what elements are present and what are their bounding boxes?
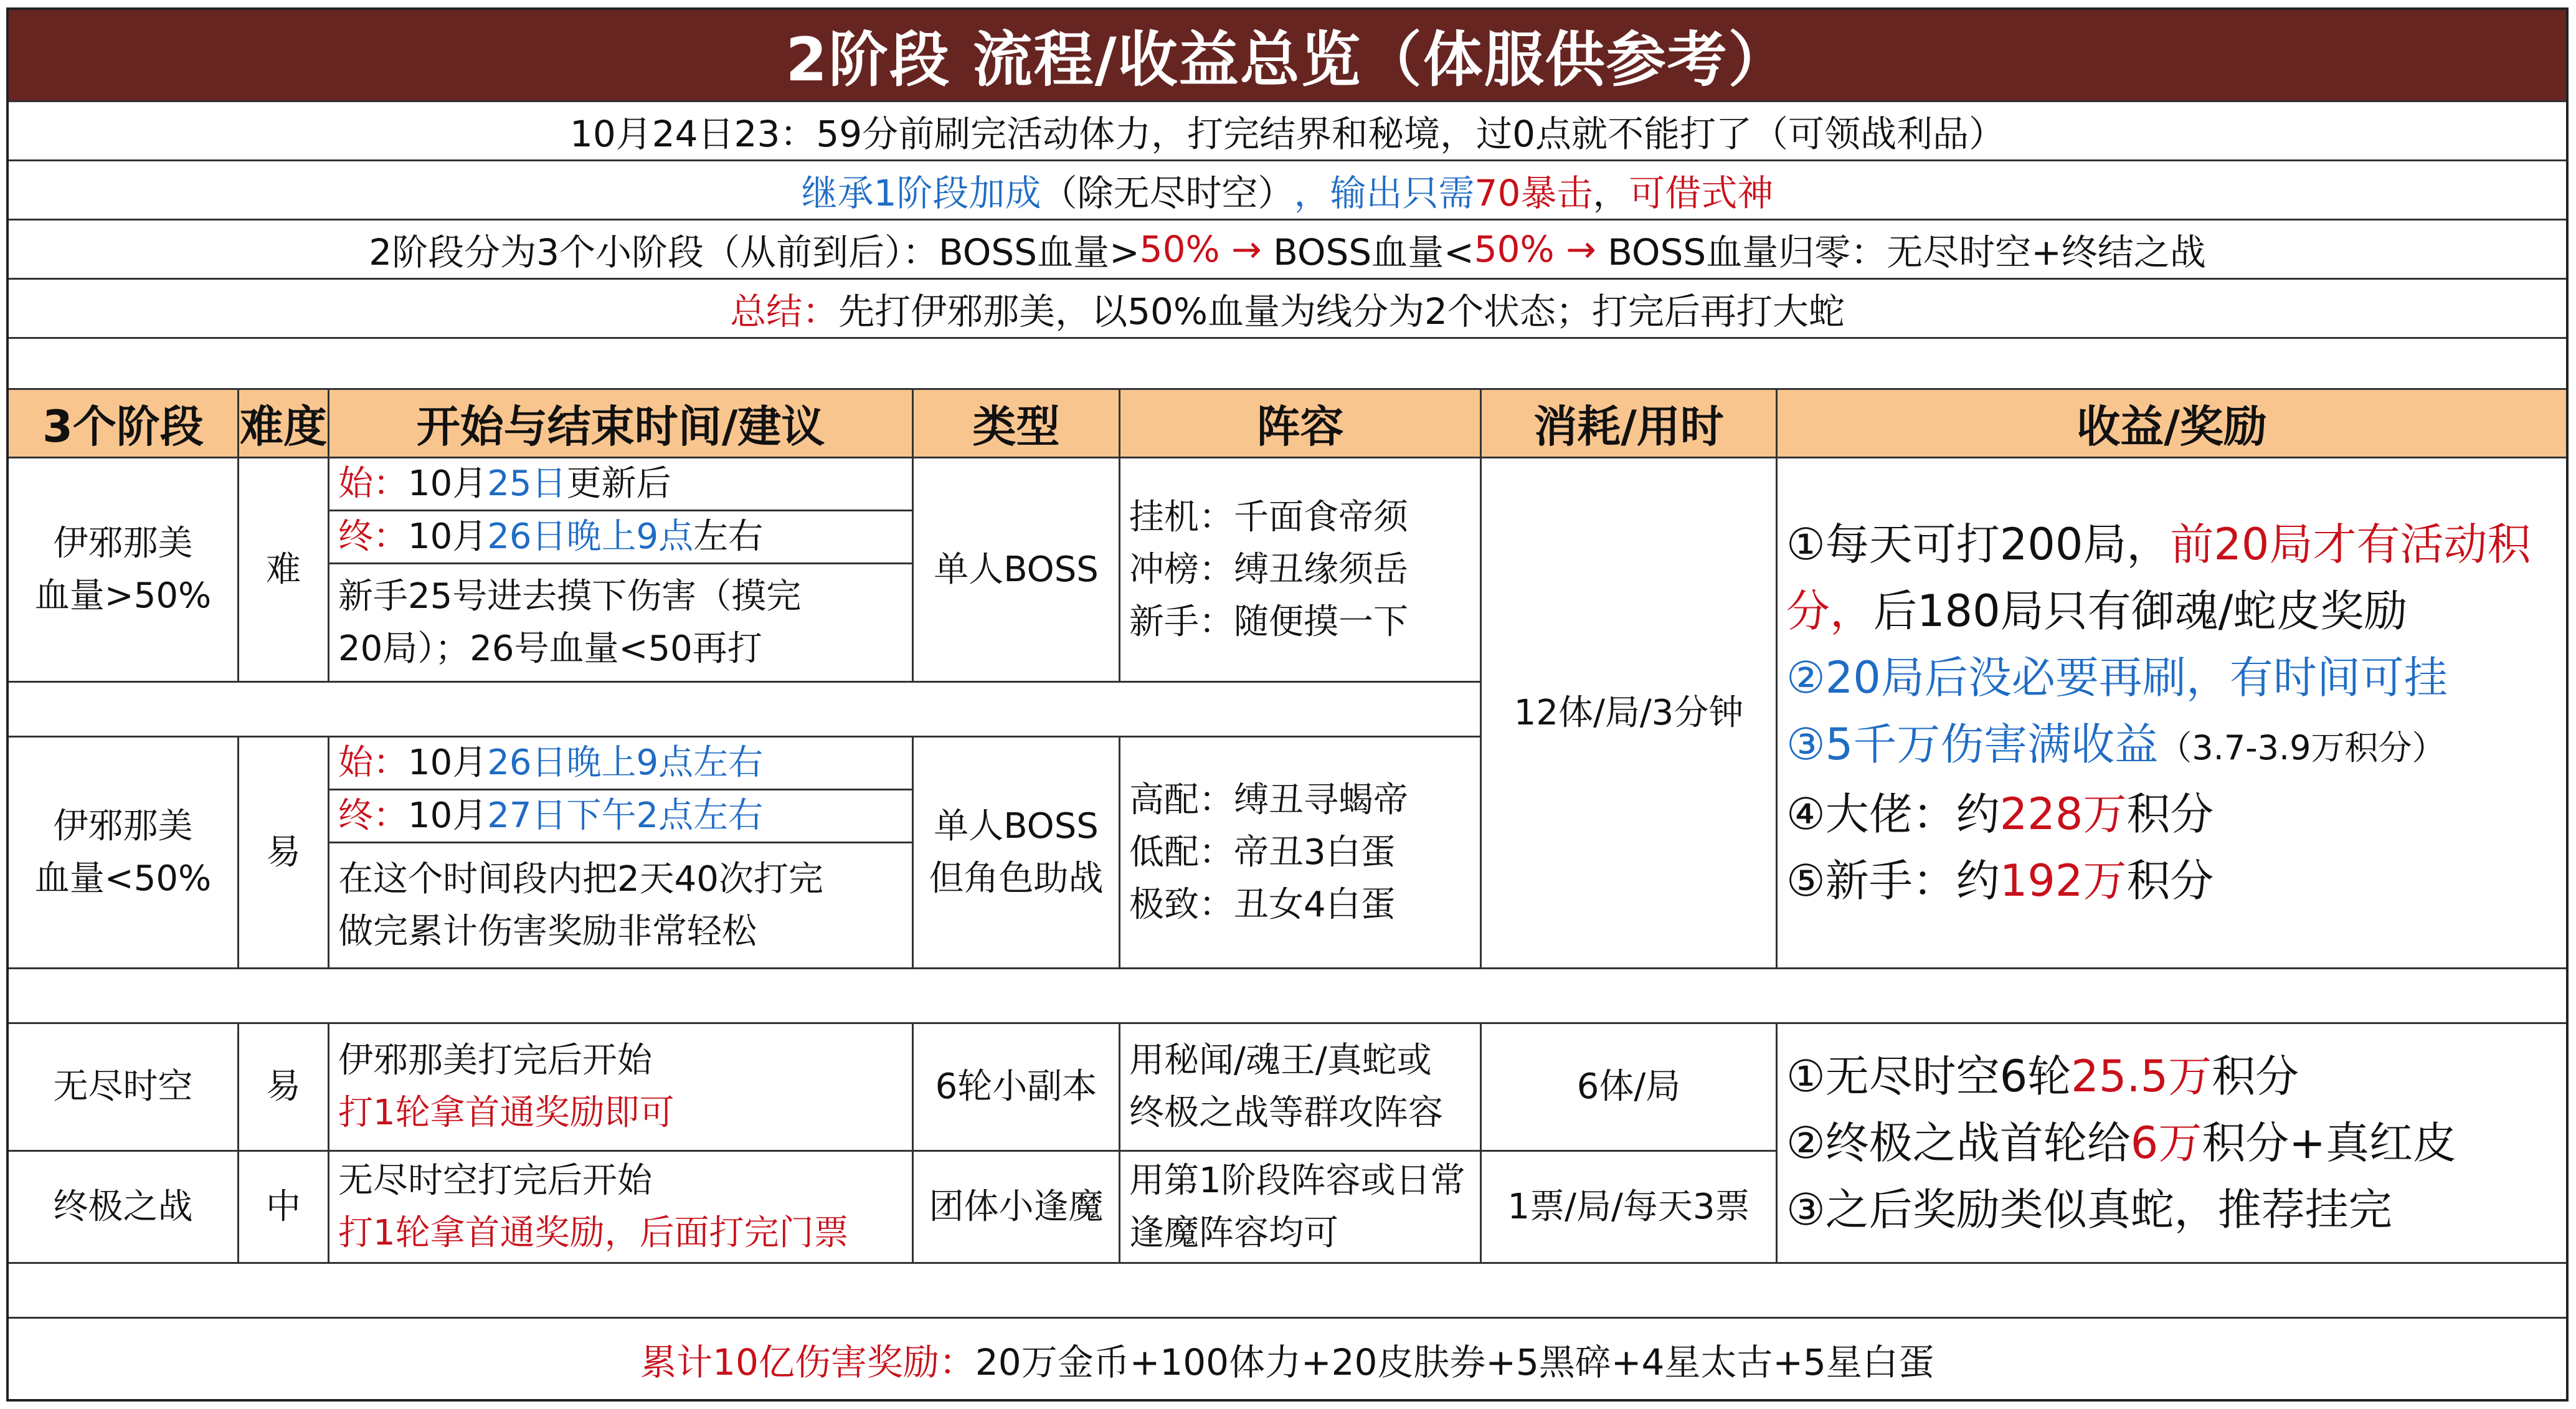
info-row-1 [9,102,2566,161]
info-row-2 [9,161,2566,221]
info-inherit-note: （除无尽时空） [1041,172,1294,214]
stage2-difficulty: 易 [239,738,329,969]
stage1-advice: 新手25号进去摸下伤害（摸完 20局）；26号血量<50再打 [329,564,914,683]
arrow-icon: → [1219,228,1274,270]
stage2-end: 终：10月27日下午2点左右 [329,790,914,843]
header-stage: 3个阶段 [9,390,239,458]
overview-sheet [6,7,2569,1402]
stage2-advice: 在这个时间段内把2天40次打完 做完累计伤害奖励非常轻松 [329,843,914,969]
header-cost: 消耗/用时 [1482,390,1778,458]
stage34-rewards: ①无尽时空6轮25.5万积分 ②终极之战首轮给6万积分+真红皮 ③之后奖励类似真蛇，推荐挂完 [1778,1024,2566,1264]
info-line-1: 10月24日23：59分前刷完活动体力，打完结界和秘境，过0点就不能打了（可领战利品） [569,113,2005,155]
stage2-start: 始：10月26日晚上9点左右 [329,738,914,790]
stage-spacer [9,683,1482,738]
footer-text: 20万金币+100体力+20皮肤券+5黑碎+4星太古+5星白蛋 [975,1340,1934,1383]
stage4-difficulty: 中 [239,1152,329,1264]
footer-row [9,1319,2566,1399]
stage12-cost: 12体/局/3分钟 [1482,458,1778,969]
stage12-rewards: ①每天可打200局，前20局才有活动积 分，后180局只有御魂/蛇皮奖励 ②20局后没必要再刷，有时间可挂 ③5千万伤害满收益（3.7-3.9万积分） ④大佬：约228万积分 ⑤新手：约192万积分 [1778,458,2566,969]
stage2-team: 高配：缚丑寻蝎帝 低配：帝丑3白蛋 极致：丑女4白蛋 [1120,738,1482,969]
stage3-type: 6轮小副本 [914,1024,1120,1152]
header-difficulty: 难度 [239,390,329,458]
summary-label: 总结： [730,290,839,333]
title-text: 2阶段 流程/收益总览（体服供参考） [785,25,1789,95]
info-sep: ， [1593,172,1629,214]
stage3-difficulty: 易 [239,1024,329,1152]
spacer-row [9,339,2566,390]
header-time: 开始与结束时间/建议 [329,390,914,458]
info-phase-r2: 50% [1474,228,1555,270]
stage3-cost: 6体/局 [1482,1024,1778,1152]
stage4-cost: 1票/局/每天3票 [1482,1152,1778,1264]
info-output: ，输出只需 [1294,172,1475,214]
stage1-type: 单人BOSS [914,458,1120,683]
stage1-start: 始：10月25日更新后 [329,458,914,511]
info-phase-b: BOSS血量< [1273,231,1474,273]
stage1-difficulty: 难 [239,458,329,683]
stage4-type: 团体小逢魔 [914,1152,1120,1264]
header-reward: 收益/奖励 [1778,390,2566,458]
header-team: 阵容 [1120,390,1482,458]
stage4-advice: 无尽时空打完后开始 打1轮拿首通奖励，后面打完门票 [329,1152,914,1264]
info-phase-c: BOSS血量归零：无尽时空+终结之战 [1608,231,2206,273]
stage4-team: 用第1阶段阵容或日常 逢魔阵容均可 [1120,1152,1482,1264]
stage3-advice: 伊邪那美打完后开始 打1轮拿首通奖励即可 [329,1024,914,1152]
stage1-name: 伊邪那美 血量>50% [9,458,239,683]
spacer-row-2 [9,969,2566,1024]
page-title [9,10,2566,102]
info-crit: 70暴击 [1474,172,1593,214]
info-phase-a: 2阶段分为3个小阶段（从前到后）：BOSS血量> [369,231,1140,273]
info-row-4 [9,280,2566,339]
stage2-type: 单人BOSS 但角色助战 [914,738,1120,969]
stage1-end: 终：10月26日晚上9点左右 [329,511,914,564]
stage3-team: 用秘闻/魂王/真蛇或 终极之战等群攻阵容 [1120,1024,1482,1152]
header-type: 类型 [914,390,1120,458]
stage4-name: 终极之战 [9,1152,239,1264]
arrow-icon: → [1554,228,1608,270]
info-inherit: 继承1阶段加成 [801,172,1041,214]
info-phase-r1: 50% [1139,228,1220,270]
stage3-name: 无尽时空 [9,1024,239,1152]
spacer-row-3 [9,1264,2566,1319]
footer-label: 累计10亿伤害奖励： [640,1340,975,1383]
summary-text: 先打伊邪那美，以50%血量为线分为2个状态；打完后再打大蛇 [838,290,1845,333]
info-borrow: 可借式神 [1629,172,1774,214]
info-row-3 [9,221,2566,280]
stage1-team: 挂机：千面食帝须 冲榜：缚丑缘须岳 新手：随便摸一下 [1120,458,1482,683]
stage2-name: 伊邪那美 血量<50% [9,738,239,969]
